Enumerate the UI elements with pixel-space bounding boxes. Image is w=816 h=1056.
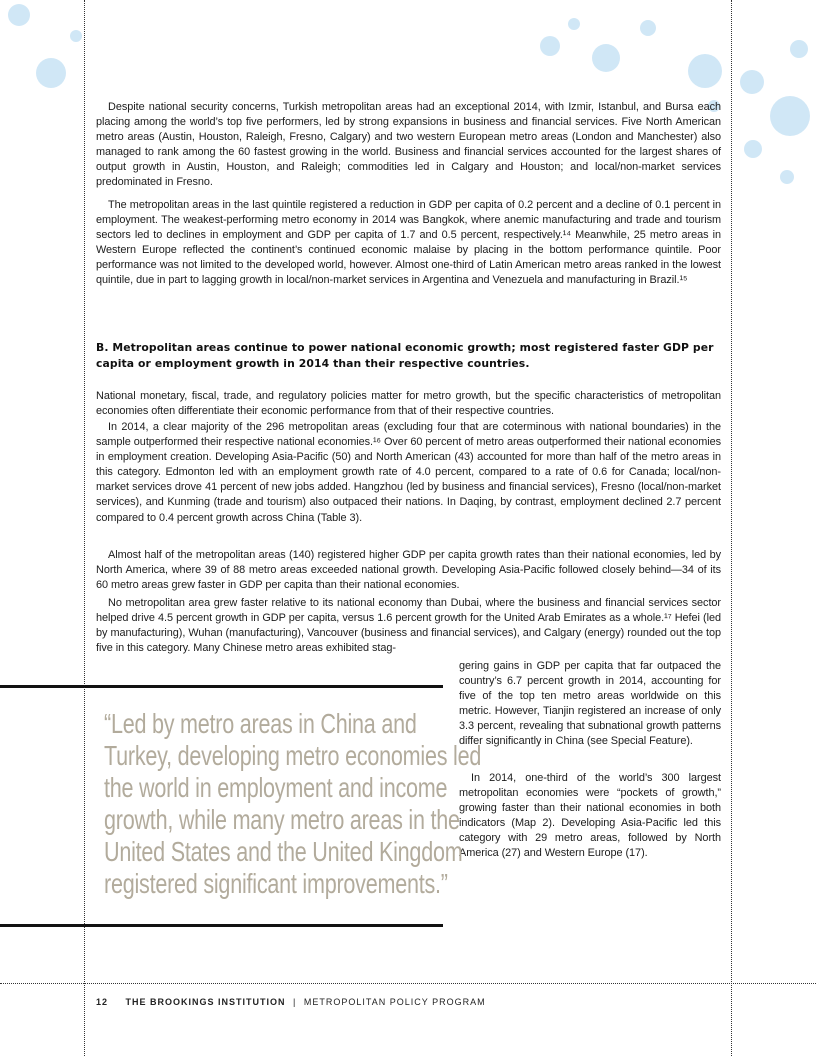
right-dotted-border [731, 0, 732, 1056]
pullquote-line: the world in employment and income [104, 772, 448, 803]
body-paragraph-4: In 2014, a clear majority of the 296 metropolitan areas (excluding four that are coterminous with national boundaries) in the sample outperformed their respective national economies.¹⁶ Over 60 percent of metro areas outperformed their national economies in employment creation. Developing Asia-Pacific (50) and North American (43) accounted for more than half of the metro areas in this category. Edmonton led with an employment growth rate of 4.0 percent, compared to a rate of 0.6 for Canada; local/non-market services drove 41 percent of new jobs added. Hangzhou (led by business and financial services), Fresno (local/non-market services), and Kunming (trade and tourism) also outpaced their nations. In Daqing, by contrast, employment declined 2.7 percent compared to 0.4 percent growth across China (Table 3). [96, 421, 721, 524]
body-paragraph-7: In 2014, one-third of the world’s 300 largest metropolitan economies were “pockets of growth,” growing faster than their national economies in both indicators (Map 2). Developing Asia-Pacific led this category with 29 metro areas, followed by North America (27) and Western Europe (17). [459, 772, 721, 860]
bottom-dotted-border [0, 983, 816, 984]
pullquote-line: Turkey, developing metro economies led [104, 740, 482, 771]
page-number: 12 [96, 997, 109, 1007]
footer-separator: | [293, 997, 297, 1007]
pullquote [104, 708, 482, 900]
pullquote-line: registered significant improvements.” [104, 868, 448, 899]
body-paragraph-2: The metropolitan areas in the last quintile registered a reduction in GDP per capita of 0.2 percent and a decline of 0.1 percent in employment. The weakest-performing metro economy in 2014 was Bangkok, where anemic manufacturing and trade and tourism sectors led to declines in employment and GDP per capita of 1.7 and 0.5 percent, respectively.¹⁴ Meanwhile, 25 metro areas in Western Europe reflected the continent’s continued economic malaise by placing in the bottom performance quintile. Poor performance was not limited to the developed world, however. Almost one-third of Latin American metro areas ranked in the lowest quintile, due in part to lagging growth in local/non-market services in Argentina and Venezuela and manufacturing in Brazil.¹⁵ [96, 199, 721, 287]
pullquote-bottom-rule [0, 924, 443, 927]
body-paragraph-6-continued: gering gains in GDP per capita that far outpaced the country’s 6.7 percent growth in 2014, accounting for five of the top ten metro areas worldwide on this metric. However, Tianjin registered an increase of only 3.3 percent, revealing that subnational growth patterns differ significantly in China (see Special Feature). [459, 660, 721, 748]
pullquote-line: United States and the United Kingdom [104, 836, 463, 867]
pullquote-top-rule [0, 685, 443, 688]
pullquote-line: growth, while many metro areas in the [104, 804, 460, 835]
section-heading-b: B. Metropolitan areas continue to power national economic growth; most registered faster GDP per capita or employment growth in 2014 than their respective countries. [96, 341, 714, 370]
body-paragraph-5: Almost half of the metropolitan areas (140) registered higher GDP per capita growth rates than their national economies, led by North America, where 39 of 88 metro areas exceeded national growth. Developing Asia-Pacific followed closely behind—34 of its 60 metro areas grew faster in GDP per capita than their national economies. [96, 549, 721, 592]
page-footer [96, 997, 486, 1007]
body-paragraph-1: Despite national security concerns, Turkish metropolitan areas had an exceptional 2014, with Izmir, Istanbul, and Bursa each placing among the world’s top five performers, led by strong expansions in business and financial services. Five North American metro areas (Austin, Houston, Raleigh, Fresno, Calgary) and two western European metro areas (London and Manchester) also managed to rank among the 60 fastest growing in the world. Business and financial services accounted for the largest shares of output growth in Austin, Houston, and Raleigh; commodities led in Calgary and Houston; and local/non-market services predominated in Fresno. [96, 101, 721, 189]
footer-program: METROPOLITAN POLICY PROGRAM [303, 997, 486, 1007]
body-paragraph-6: No metropolitan area grew faster relative to its national economy than Dubai, where the business and financial services sector helped drive 4.5 percent growth in GDP per capita, versus 1.6 percent growth for the United Arab Emirates as a whole.¹⁷ Hefei (led by manufacturing), Wuhan (manufacturing), Vancouver (business and financial services), and Calgary (energy) rounded out the top five in this category. Many Chinese metro areas exhibited stag- [96, 597, 721, 655]
left-dotted-border [84, 0, 85, 1056]
footer-organization: THE BROOKINGS INSTITUTION [125, 997, 286, 1007]
body-paragraph-3: National monetary, fiscal, trade, and regulatory policies matter for metro growth, but the specific characteristics of metropolitan economies often differentiate their economic performance from that of their respective countries. [96, 390, 721, 418]
pullquote-line: “Led by metro areas in China and [104, 708, 417, 739]
